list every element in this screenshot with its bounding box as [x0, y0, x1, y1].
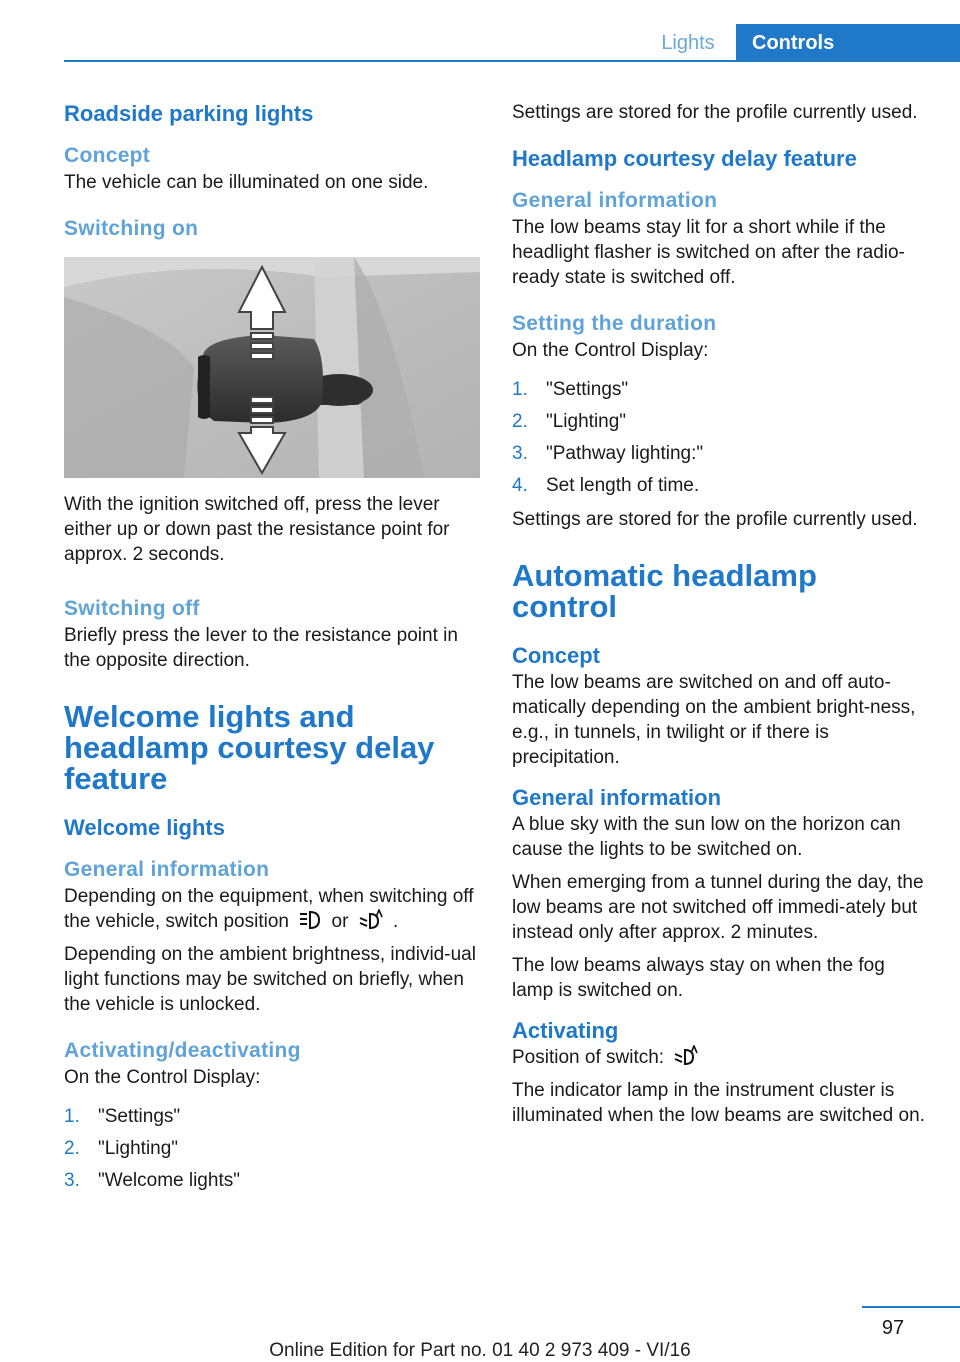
- turn-signal-lever-icon: [64, 257, 480, 478]
- auto-low-beam-symbol-icon: [358, 909, 384, 931]
- page-number: 97: [881, 1317, 905, 1339]
- footer-rule: [862, 1306, 960, 1308]
- list-item: 1. "Settings": [512, 379, 629, 400]
- left-column: [64, 100, 480, 1200]
- heading-roadside-parking-lights: Roadside parking lights: [64, 101, 314, 126]
- heading-activating-deactivating: Activating/deactivating: [64, 1039, 301, 1062]
- paragraph-indicator-lamp: The indicator lamp in the instrument cluster is illuminated when the low beams are switched on.: [512, 1080, 925, 1126]
- header-section-lights[interactable]: Lights: [661, 32, 715, 54]
- list-item: 2. "Lighting": [64, 1138, 179, 1159]
- paragraph-settings-stored-b: Settings are stored for the profile currently used.: [512, 509, 918, 530]
- paragraph-on-control-display-right: On the Control Display:: [512, 340, 709, 361]
- header-chapter-controls[interactable]: Controls: [736, 24, 960, 62]
- heading-general-information-right: General information: [512, 189, 718, 212]
- list-item: 2. "Lighting": [512, 411, 627, 432]
- heading-general-information: General information: [64, 858, 270, 881]
- heading-activating: Activating: [512, 1018, 619, 1043]
- paragraph-switching-off: Briefly press the lever to the resistance point in the opposite direction.: [64, 625, 458, 671]
- paragraph-switching-on: With the ignition switched off, press the lever either up or down past the resistance point for approx. 2 seconds.: [64, 494, 450, 565]
- auto-low-beam-symbol-icon: [673, 1045, 699, 1067]
- paragraph-on-control-display: On the Control Display:: [64, 1067, 261, 1088]
- heading-general-information-auto: General information: [512, 785, 722, 810]
- paragraph-general-b: Depending on the ambient brightness, individ‐ual light functions may be switched on briefly, when the vehicle is unlocked.: [64, 944, 476, 1015]
- heading-headlamp-courtesy: Headlamp courtesy delay feature: [512, 146, 857, 171]
- paragraph-settings-stored-a: Settings are stored for the profile currently used.: [512, 102, 918, 123]
- paragraph-auto-general-a: A blue sky with the sun low on the horizon can cause the lights to be switched on.: [512, 814, 901, 860]
- duration-steps: [512, 377, 928, 499]
- right-column: [512, 100, 928, 1128]
- paragraph-concept: The vehicle can be illuminated on one side.: [64, 172, 429, 193]
- heading-concept: Concept: [64, 144, 151, 167]
- heading-welcome-lights-and-courtesy: Welcome lights and headlamp courtesy delay feature: [64, 699, 435, 796]
- heading-automatic-headlamp-control: Automatic headlamp control: [512, 558, 817, 624]
- parking-light-symbol-icon: [298, 909, 322, 931]
- heading-concept-right: Concept: [512, 643, 600, 668]
- paragraph-courtesy-general: The low beams stay lit for a short while if the headlight flasher is switched on after the radio-ready state is switched off.: [512, 217, 905, 288]
- heading-setting-duration: Setting the duration: [512, 312, 717, 335]
- paragraph-auto-concept: The low beams are switched on and off auto‐matically depending on the ambient bright‐ness, e.g., in tunnels, in twilight or if there is precipitation.: [512, 672, 916, 768]
- paragraph-auto-general-b: When emerging from a tunnel during the day, the low beams are not switched off immedi‐ately but instead only after approx. 2 minutes.: [512, 872, 924, 943]
- heading-switching-on: Switching on: [64, 217, 199, 240]
- heading-switching-off: Switching off: [64, 597, 200, 620]
- paragraph-auto-general-c: The low beams always stay on when the fog lamp is switched on.: [512, 955, 885, 1001]
- heading-welcome-lights: Welcome lights: [64, 815, 225, 840]
- list-item: 1. "Settings": [64, 1106, 181, 1127]
- welcome-lights-steps: [64, 1104, 480, 1200]
- paragraph-general-a: Depending on the equipment, when switching off the vehicle, switch position or .: [64, 886, 474, 932]
- footer-edition: Online Edition for Part no. 01 40 2 973 409 - VI/16: [269, 1340, 691, 1361]
- list-item: 3. "Welcome lights": [64, 1170, 240, 1191]
- paragraph-position-of-switch: Position of switch:: [512, 1045, 928, 1070]
- list-item: 3. "Pathway lighting:": [512, 443, 704, 464]
- list-item: 4. Set length of time.: [512, 475, 700, 496]
- lever-photo: [64, 257, 480, 478]
